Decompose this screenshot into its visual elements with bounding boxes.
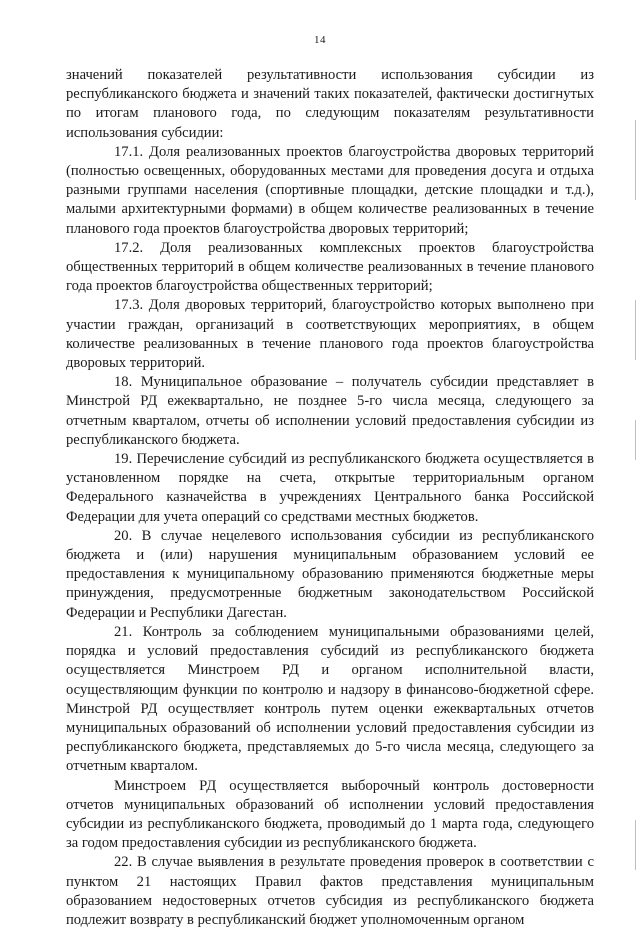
scan-artifact [635,120,636,200]
paragraph-17-2: 17.2. Доля реализованных комплексных проектов благоустройства общественных территорий в общем количестве реализованных в течение планового года проектов благоустройства общественных территорий; [66,239,594,295]
scan-artifact [635,420,636,460]
paragraph-17-3: 17.3. Доля дворовых территорий, благоустройство которых выполнено при участии граждан, организаций в соответствующих мероприятиях, в общем количестве реализованных в течение планового года проектов благоустройства дворовых территорий. [66,297,594,372]
document-body [66,66,594,930]
paragraph-17-1: 17.1. Доля реализованных проектов благоустройства дворовых территорий (полностью освещенных, оборудованных местами для проведения досуга и отдыха разными группами населения (спортивные площадки, детские площадки и т.д.), малыми архитектурными формами) в общем количестве реализованных в течение планового года проектов благоустройства дворовых территорий; [66,143,594,237]
scan-artifact [635,820,636,870]
paragraph-20: 20. В случае нецелевого использования субсидии из республиканского бюджета и (или) нарушения муниципальным образованием условий ее предоставления к муниципальному образованию применяются бюджетные меры принуждения, предусмотренные бюджетным законодательством Российской Федерации и Республики Дагестан. [66,527,594,621]
paragraph-continued: значений показателей результативности использования субсидии из республиканского бюджета и значений таких показателей, фактически достигнутых по итогам планового года, по следующим показателям результативности использования субсидии: [66,67,594,141]
paragraph-21: 21. Контроль за соблюдением муниципальными образованиями целей, порядка и условий предоставления субсидий из республиканского бюджета осуществляется Минстроем РД и органом исполнительной власти, осуществляющим функции по контролю и надзору в финансово-бюджетной сфере. Минстрой РД осуществляет контроль путем оценки ежеквартальных отчетов муниципальных образований об исполнении условий предоставления субсидии из республиканского бюджета, представляемых до 5-го числа месяца, следующего за отчетным кварталом. [66,623,594,775]
paragraph-18: 18. Муниципальное образование – получатель субсидии представляет в Минстрой РД ежеквартально, не позднее 5-го числа месяца, следующего за отчетным кварталом, отчеты об исполнении условий предоставления субсидии из республиканского бюджета. [66,374,594,448]
paragraph-19: 19. Перечисление субсидий из республиканского бюджета осуществляется в установленном порядке на счета, открытые территориальным органом Федерального казначейства в учреждениях Центрального банка Российской Федерации для учета операций со средствами местных бюджетов. [66,451,594,525]
scan-artifact [635,300,636,360]
paragraph-21-control: Минстроем РД осуществляется выборочный контроль достоверности отчетов муниципальных образований об исполнении условий предоставления субсидии из республиканского бюджета, проводимый до 1 марта года, следующего за годом предоставления субсидии из республиканского бюджета. [66,777,594,852]
paragraph-22: 22. В случае выявления в результате проведения проверок в соответствии с пунктом 21 настоящих Правил фактов представления муниципальным образованием недостоверных отчетов субсидия из республиканского бюджета подлежит возврату в республиканский бюджет уполномоченным органом [66,854,594,928]
page-number: 14 [314,34,326,46]
